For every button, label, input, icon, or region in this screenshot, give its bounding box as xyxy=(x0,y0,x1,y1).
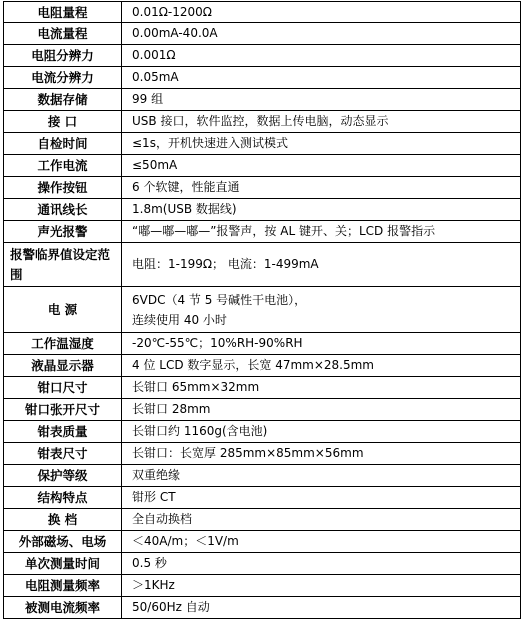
spec-value: 50/60Hz 自动 xyxy=(122,597,521,619)
table-row xyxy=(4,553,521,575)
table-row xyxy=(4,287,521,333)
spec-label: 单次测量时间 xyxy=(4,553,122,575)
table-row xyxy=(4,199,521,221)
table-row xyxy=(4,333,521,355)
spec-label: 钳表尺寸 xyxy=(4,443,122,465)
table-row xyxy=(4,531,521,553)
spec-value: 电阻：1-199Ω； 电流：1-499mA xyxy=(122,243,521,287)
spec-value-line: 6VDC（4 节 5 号碱性干电池）， xyxy=(132,292,307,307)
specifications-table xyxy=(3,1,521,619)
spec-label: 电流量程 xyxy=(4,23,122,45)
spec-label: 自检时间 xyxy=(4,133,122,155)
spec-value: 长钳口 65mm×32mm xyxy=(122,377,521,399)
spec-label: 电阻测量频率 xyxy=(4,575,122,597)
table-row xyxy=(4,421,521,443)
spec-value: 长钳口：长宽厚 285mm×85mm×56mm xyxy=(122,443,521,465)
spec-label: 报警临界值设定范围 xyxy=(4,243,122,287)
spec-label: 接 口 xyxy=(4,111,122,133)
spec-label: 钳表质量 xyxy=(4,421,122,443)
table-row xyxy=(4,2,521,23)
table-row xyxy=(4,23,521,45)
table-row xyxy=(4,509,521,531)
table-row xyxy=(4,67,521,89)
spec-value: 0.01Ω-1200Ω xyxy=(122,2,521,23)
table-row xyxy=(4,177,521,199)
spec-label: 换 档 xyxy=(4,509,122,531)
spec-label: 液晶显示器 xyxy=(4,355,122,377)
spec-value: 0.001Ω xyxy=(122,45,521,67)
spec-label: 操作按钮 xyxy=(4,177,122,199)
table-row xyxy=(4,487,521,509)
spec-value: 1.8m(USB 数据线) xyxy=(122,199,521,221)
spec-value: ＜40A/m；＜1V/m xyxy=(122,531,521,553)
spec-label: 电流分辨力 xyxy=(4,67,122,89)
spec-value: 钳形 CT xyxy=(122,487,521,509)
table-row xyxy=(4,597,521,619)
spec-value: ＞1KHz xyxy=(122,575,521,597)
spec-label: 电阻分辨力 xyxy=(4,45,122,67)
spec-value: 0.00mA-40.0A xyxy=(122,23,521,45)
table-row xyxy=(4,111,521,133)
spec-label: 通讯线长 xyxy=(4,199,122,221)
spec-label: 数据存储 xyxy=(4,89,122,111)
spec-label: 工作电流 xyxy=(4,155,122,177)
spec-label: 钳口张开尺寸 xyxy=(4,399,122,421)
table-row xyxy=(4,575,521,597)
spec-label: 外部磁场、电场 xyxy=(4,531,122,553)
spec-value: 4 位 LCD 数字显示，长宽 47mm×28.5mm xyxy=(122,355,521,377)
spec-value xyxy=(122,287,521,333)
spec-label: 声光报警 xyxy=(4,221,122,243)
spec-label: 电 源 xyxy=(4,287,122,333)
table-row xyxy=(4,399,521,421)
table-row xyxy=(4,155,521,177)
spec-value: 6 个软键，性能直通 xyxy=(122,177,521,199)
spec-value: ≤50mA xyxy=(122,155,521,177)
table-row xyxy=(4,45,521,67)
spec-label: 被测电流频率 xyxy=(4,597,122,619)
spec-value: 长钳口约 1160g(含电池) xyxy=(122,421,521,443)
table-row xyxy=(4,89,521,111)
spec-value: ≤1s，开机快速进入测试模式 xyxy=(122,133,521,155)
table-row xyxy=(4,443,521,465)
spec-label: 结构特点 xyxy=(4,487,122,509)
spec-value-line: 连续使用 40 小时 xyxy=(132,312,227,327)
spec-value: 全自动换档 xyxy=(122,509,521,531)
table-row xyxy=(4,221,521,243)
table-row xyxy=(4,243,521,287)
spec-value: 双重绝缘 xyxy=(122,465,521,487)
table-row xyxy=(4,355,521,377)
spec-value: 0.05mA xyxy=(122,67,521,89)
spec-label: 保护等级 xyxy=(4,465,122,487)
spec-value: 99 组 xyxy=(122,89,521,111)
spec-value: -20℃-55℃；10%RH-90%RH xyxy=(122,333,521,355)
spec-label: 钳口尺寸 xyxy=(4,377,122,399)
spec-label: 工作温湿度 xyxy=(4,333,122,355)
spec-value: “嘟—嘟—嘟—”报警声，按 AL 键开、关；LCD 报警指示 xyxy=(122,221,521,243)
spec-value: 0.5 秒 xyxy=(122,553,521,575)
table-row xyxy=(4,133,521,155)
table-row xyxy=(4,377,521,399)
spec-label: 电阻量程 xyxy=(4,2,122,23)
spec-value: 长钳口 28mm xyxy=(122,399,521,421)
spec-value: USB 接口，软件监控，数据上传电脑，动态显示 xyxy=(122,111,521,133)
table-row xyxy=(4,465,521,487)
